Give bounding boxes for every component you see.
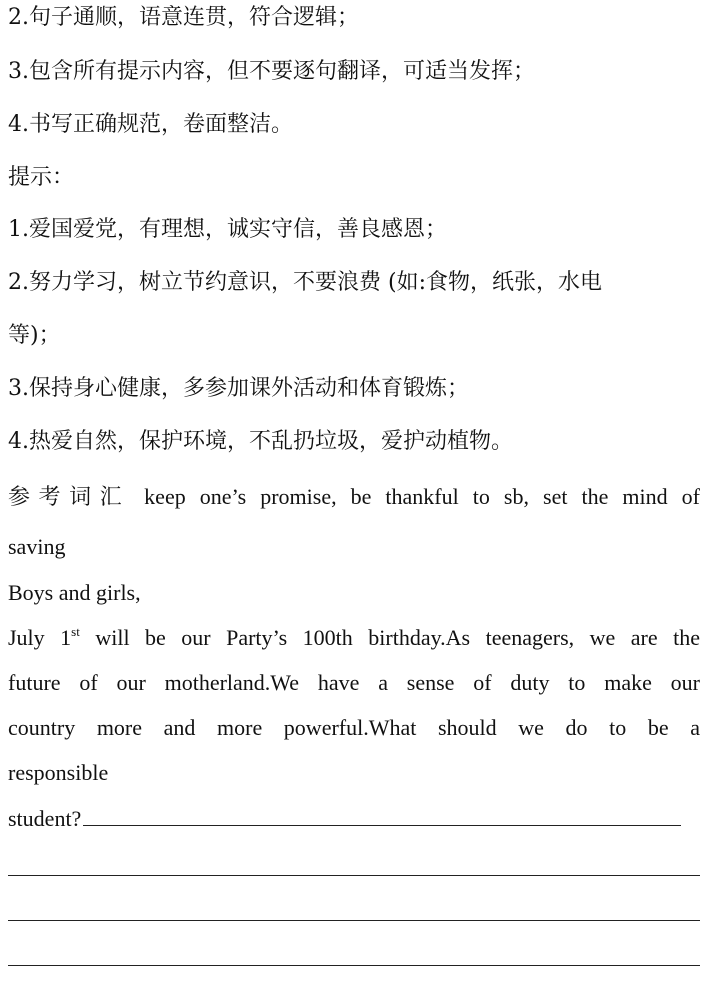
hint-4: 4.热爱自然，保护环境，不乱扔垃圾，爱护动植物。	[8, 429, 513, 454]
vocab-line-1	[8, 482, 700, 513]
answer-line-2[interactable]	[8, 920, 700, 921]
essay-greeting: Boys and girls,	[8, 580, 141, 605]
essay-line-1	[8, 623, 700, 653]
essay-line-4: responsible	[8, 760, 109, 785]
answer-blank-inline[interactable]	[83, 803, 681, 826]
answer-line-3[interactable]	[8, 965, 700, 966]
document-page	[8, 0, 700, 1000]
requirement-2: 2.句子通顺，语意连贯，符合逻辑；	[8, 5, 359, 30]
requirement-4: 4.书写正确规范，卷面整洁。	[8, 112, 293, 137]
hint-3: 3.保持身心健康，多参加课外活动和体育锻炼；	[8, 376, 469, 401]
hint-1: 1.爱国爱党，有理想，诚实守信，善良感恩；	[8, 217, 447, 242]
essay-line-3: country more and more powerful.What should we do to be a	[8, 715, 700, 740]
essay-line-1-text: will be our Party’s 100th birthday.As teenagers, we are the	[79, 625, 700, 650]
hints-heading: 提示：	[8, 165, 75, 190]
requirement-3: 3.包含所有提示内容，但不要逐句翻译，可适当发挥；	[8, 59, 535, 84]
essay-date: July 1	[8, 625, 72, 650]
hint-2-line-2: 等)；	[8, 323, 61, 348]
vocab-line-2: saving	[8, 534, 66, 559]
essay-question: student?	[8, 806, 82, 831]
hint-2-line-1: 2.努力学习，树立节约意识，不要浪费 (如:食物，纸张，水电	[8, 270, 602, 295]
vocab-terms: keep one’s promise, be thankful to sb, set the mind of	[130, 484, 700, 509]
answer-line-1[interactable]	[8, 875, 700, 876]
date-ordinal: st	[71, 624, 80, 639]
essay-line-5	[8, 803, 681, 834]
vocab-label: 参考词汇	[8, 485, 131, 510]
essay-line-2: future of our motherland.We have a sense of duty to make our	[8, 670, 700, 695]
